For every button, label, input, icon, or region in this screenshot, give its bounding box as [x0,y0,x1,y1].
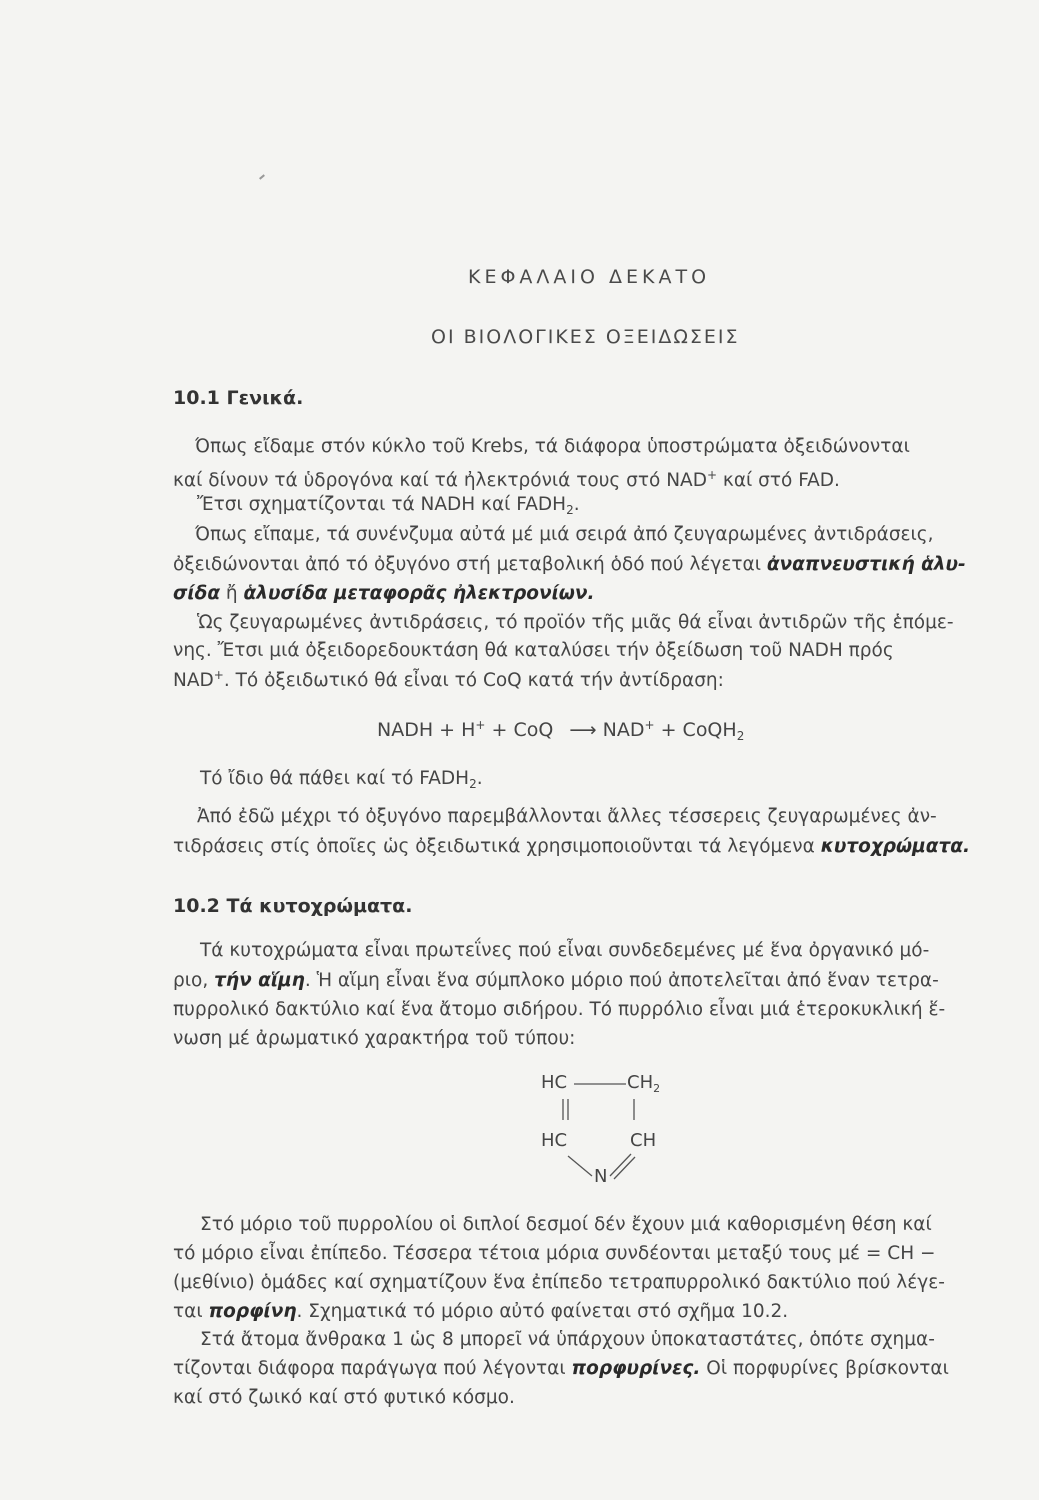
paragraph-line: καί δίνουν τά ὑδρογόνα καί τά ἠλεκτρόνιά τους στό NAD+ καί στό FAD. [173,468,840,491]
section-heading-10-1: 10.1 Γενικά. [173,387,304,409]
chapter-label: ΚΕΦΑΛΑΙΟ ΔΕΚΑΤΟ [468,266,711,288]
pyrrole-ch: CH [630,1130,657,1151]
pyrrole-structure [530,1068,700,1193]
paragraph-line: ὀξειδώνονται ἀπό τό ὀξυγόνο στή μεταβολική ὁδό πού λέγεται ἀναπνευστική ἁλυ- [173,554,966,575]
paragraph-line: καί στό ζωικό καί στό φυτικό κόσμο. [173,1387,515,1408]
paragraph-line: Τό ἴδιο θά πάθει καί τό $FADH_2$. [200,768,483,791]
paragraph-line: (μεθίνιο) ὁμάδες καί σχηματίζουν ἕνα ἐπίπεδο τετραπυρρολικό δακτύλιο πού λέγε- [173,1272,945,1293]
paragraph-line: Τά κυτοχρώματα εἶναι πρωτεΐνες πού εἶναι συνδεδεμένες μέ ἕνα ὀργανικό μό- [200,940,930,961]
pyrrole-ch2: $CH_2$ [627,1072,661,1095]
paragraph-line: ριο, τήν αἵμη. Ἡ αἵμη εἶναι ἕνα σύμπλοκο μόριο πού ἀποτελεῖται ἀπό ἕναν τετρα- [173,970,939,991]
paragraph-line: σίδα ἤ ἁλυσίδα μεταφορᾶς ἠλεκτρονίων. [173,583,595,604]
pyrrole-n: N [594,1166,608,1187]
section-heading-10-2: 10.2 Τά κυτοχρώματα. [173,895,413,917]
reaction-equation: NADH + H+ + CoQ ⟶ NAD+ + CoQH$_2$ [377,718,745,743]
reaction-arrow: ⟶ [569,719,597,741]
paragraph-line: Ἔτσι σχηματίζονται τά NADH καί $FADH_2$. [197,494,580,517]
paragraph-line: Όπως εἴπαμε, τά συνένζυμα αὐτά μέ μιά σειρά ἀπό ζευγαρωμένες ἀντιδράσεις, [195,524,934,545]
paragraph-line: Όπως εἴδαμε στόν κύκλο τοῦ Krebs, τά διάφορα ὑποστρώματα ὀξειδώνονται [195,436,910,457]
paragraph-line: πυρρολικό δακτύλιο καί ἕνα ἄτομο σιδήρου. Τό πυρρόλιο εἶναι μιά ἑτεροκυκλική ἕ- [173,999,946,1020]
paragraph-line: τίζονται διάφορα παράγωγα πού λέγονται πορφυρίνες. Οἱ πορφυρίνες βρίσκονται [173,1358,949,1379]
pyrrole-hc-top: HC [541,1072,568,1093]
paragraph-line: Ὡς ζευγαρωμένες ἀντιδράσεις, τό προϊόν τῆς μιᾶς θά εἶναι ἀντιδρῶν τῆς ἑπόμε- [197,612,954,633]
paragraph-line: νωση μέ ἀρωματικό χαρακτήρα τοῦ τύπου: [173,1028,576,1049]
paragraph-line: Στό μόριο τοῦ πυρρολίου οἱ διπλοί δεσμοί δέν ἔχουν μιά καθορισμένη θέση καί [200,1214,932,1235]
chapter-title: ΟΙ ΒΙΟΛΟΓΙΚΕΣ ΟΞΕΙΔΩΣΕΙΣ [431,326,740,348]
paragraph-line: νης. Ἔτσι μιά ὀξειδορεδουκτάση θά καταλύσει τήν ὀξείδωση τοῦ NADH πρός [173,640,894,661]
ink-mark [259,174,265,179]
pyrrole-hc-bottom: HC [541,1130,568,1151]
paragraph-line: Ἀπό ἐδῶ μέχρι τό ὀξυγόνο παρεμβάλλονται ἄλλες τέσσερεις ζευγαρωμένες ἀν- [197,806,937,827]
paragraph-line: Στά ἄτομα ἄνθρακα 1 ὡς 8 μπορεῖ νά ὑπάρχουν ὑποκαταστάτες, ὁπότε σχημα- [200,1329,935,1350]
paragraph-line: NAD+. Τό ὀξειδωτικό θά εἶναι τό CoQ κατά τήν ἀντίδραση: [173,668,724,691]
paragraph-line: τιδράσεις στίς ὁποῖες ὡς ὀξειδωτικά χρησιμοποιοῦνται τά λεγόμενα κυτοχρώματα. [173,836,970,857]
paragraph-line: ται πορφίνη. Σχηματικά τό μόριο αὐτό φαίνεται στό σχῆμα 10.2. [173,1301,789,1322]
paragraph-line: τό μόριο εἶναι ἐπίπεδο. Τέσσερα τέτοια μόρια συνδέονται μεταξύ τους μέ = CH − [173,1243,936,1264]
